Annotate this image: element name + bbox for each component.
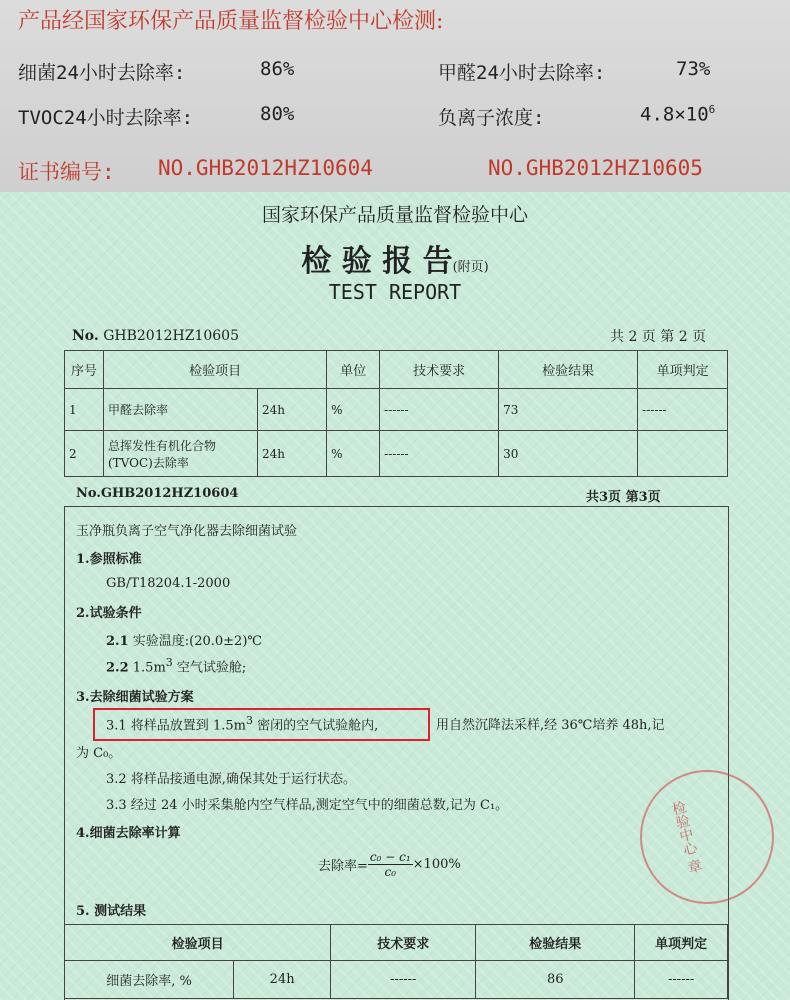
cell-index: 1 — [65, 389, 104, 431]
cell-result: 86 — [476, 961, 635, 999]
report2-number: No.GHB2012HZ10604 — [76, 486, 239, 501]
cell-time: 24h — [234, 961, 331, 999]
cert-label: 证书编号: — [18, 160, 115, 184]
cell-judgement — [638, 431, 728, 477]
th-item: 检验项目 — [104, 351, 327, 389]
th-result: 检验结果 — [499, 351, 638, 389]
th-judgement: 单项判定 — [635, 925, 728, 961]
results-table-1 — [64, 350, 728, 477]
formaldehyde-value: 73% — [676, 58, 711, 80]
section-3-2: 3.2 将样品接通电源,确保其处于运行状态。 — [106, 772, 356, 787]
section-3-3: 3.3 经过 24 小时采集舱内空气样品,测定空气中的细菌总数,记为 C₁。 — [106, 798, 509, 813]
cell-item: 甲醛去除率 — [104, 389, 258, 431]
th-index: 序号 — [65, 351, 104, 389]
cell-unit: % — [327, 389, 380, 431]
cell-result: 73 — [499, 389, 638, 431]
formula: 去除率= $\frac{\text{c₀ − c₁}}{\text{c₀}}$ ×100% — [318, 850, 461, 879]
section-4-title: 4.细菌去除率计算 — [76, 826, 181, 841]
th-unit: 单位 — [327, 351, 380, 389]
anion-value: $4.8\times 10^6$ — [640, 103, 716, 126]
cell-time: 24h — [258, 389, 327, 431]
summary-banner — [0, 0, 790, 192]
th-judgement: 单项判定 — [638, 351, 728, 389]
formula-numerator: c₀ − c₁ — [369, 850, 411, 864]
cell-index: 2 — [65, 431, 104, 477]
table-row — [65, 961, 728, 999]
formaldehyde-label: 甲醛24小时去除率: — [438, 62, 606, 84]
bacteria-value: 86% — [260, 58, 295, 80]
section-1-body: GB/T18204.1-2000 — [106, 576, 231, 591]
formula-denominator: c₀ — [384, 865, 397, 879]
report-title: 检 验 报 告(附页) — [301, 244, 489, 279]
org-name: 国家环保产品质量监督检验中心 — [261, 204, 528, 226]
official-seal — [640, 770, 774, 904]
cell-item: 细菌去除率, % — [65, 961, 234, 999]
bacteria-label: 细菌24小时去除率: — [18, 62, 186, 84]
section-2-2: 2.2 $1.5m^3$ 空气试验舱; — [106, 656, 247, 676]
report2-heading: 玉净瓶负离子空气净化器去除细菌试验 — [76, 524, 298, 539]
cell-item: 总挥发性有机化合物(TVOC)去除率 — [104, 431, 258, 477]
results-table-2 — [64, 924, 728, 999]
cell-requirement: ------ — [331, 961, 476, 999]
tvoc-label: TVOC24小时去除率: — [18, 107, 194, 129]
report-title-en: TEST REPORT — [328, 280, 462, 304]
th-result: 检验结果 — [476, 925, 635, 961]
report-number: No. GHB2012HZ10605 — [72, 328, 240, 344]
divider — [64, 506, 728, 507]
cert-number-2: NO.GHB2012HZ10605 — [488, 156, 703, 180]
cell-requirement: ------ — [380, 389, 499, 431]
cell-time: 24h — [258, 431, 327, 477]
banner-title: 产品经国家环保产品质量监督检验中心检测: — [18, 9, 444, 34]
tvoc-value: 80% — [260, 103, 295, 125]
section-1-title: 1.参照标准 — [76, 552, 142, 567]
section-2-1: 2.1 实验温度:(20.0±2)℃ — [106, 634, 262, 649]
cell-unit: % — [327, 431, 380, 477]
th-item: 检验项目 — [65, 925, 331, 961]
seal-text: 检验中心 章 — [668, 799, 704, 876]
cell-judgement: ------ — [638, 389, 728, 431]
table-row — [65, 431, 728, 477]
anion-exponent: 6 — [708, 103, 716, 116]
cert-number-1: NO.GHB2012HZ10604 — [158, 156, 373, 180]
cell-result: 30 — [499, 431, 638, 477]
divider — [728, 506, 729, 1000]
report-page: 共 2 页 第 2 页 — [610, 329, 707, 345]
anion-label: 负离子浓度: — [438, 107, 545, 129]
th-requirement: 技术要求 — [380, 351, 499, 389]
cell-requirement: ------ — [380, 431, 499, 477]
section-3-title: 3.去除细菌试验方案 — [76, 690, 194, 705]
table-row — [65, 389, 728, 431]
section-2-title: 2.试验条件 — [76, 606, 142, 621]
report2-page: 共3页 第3页 — [586, 490, 661, 505]
section-3-1-cont: 用自然沉降法采样,经 36℃培养 48h,记 — [436, 718, 665, 733]
section-5-title: 5. 测试结果 — [76, 904, 147, 919]
section-3-1: 3.1 将样品放置到 $1.5m^3$ 密闭的空气试验舱内, — [106, 714, 379, 734]
th-requirement: 技术要求 — [331, 925, 476, 961]
highlight-box — [93, 708, 430, 741]
section-3-1-tail: 为 C₀。 — [76, 746, 122, 761]
cell-judgement: ------ — [635, 961, 728, 999]
